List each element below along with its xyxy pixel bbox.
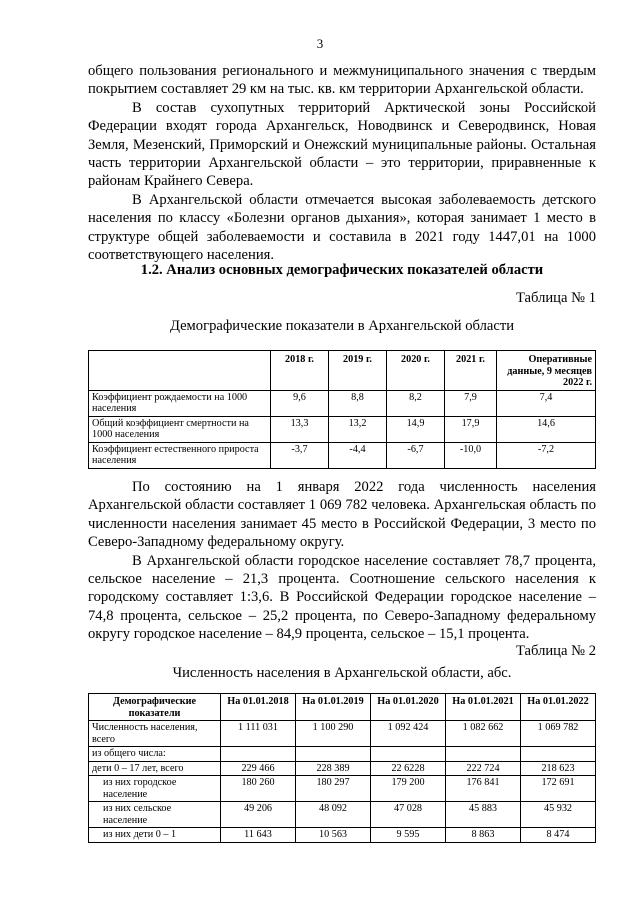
table-row [89,802,596,828]
table-cell: 172 691 [521,776,596,802]
paragraph-population: По состоянию на 1 января 2022 года численность населения Архангельской области составляет 1 069 782 человека. Архангельская область по численности населения занимает 45 место в Российской Федерации, 3 место по Северо-Западному федеральному округу. [88,479,596,551]
intro-text [88,62,596,264]
table-cell: 13,3 [271,416,329,442]
row-label: Коэффициент естественного прироста населения [89,442,271,468]
table-cell: 176 841 [446,776,521,802]
table-row [89,761,596,776]
table-cell: 1 069 782 [521,721,596,747]
table-cell: 11 643 [221,828,296,843]
table-header-cell: 2020 г. [387,351,445,391]
table-cell: 22 6228 [371,761,446,776]
table-row [89,828,596,843]
table-cell: 8 863 [446,828,521,843]
table-cell: 9 595 [371,828,446,843]
row-label: Численность населения, всего [89,721,221,747]
table-cell: 7,9 [445,390,497,416]
table-cell: 218 623 [521,761,596,776]
page-number: 3 [316,36,324,51]
table-cell: 9,6 [271,390,329,416]
table-header-cell: Демографические показатели [89,694,221,721]
table-row [89,416,596,442]
table-row [89,747,596,762]
row-label: дети 0 – 17 лет, всего [89,761,221,776]
table-cell: 179 200 [371,776,446,802]
row-label: из них городское население [89,776,221,802]
table-header-cell: Оперативные данные, 9 месяцев 2022 г. [497,351,596,391]
table-cell: 1 082 662 [446,721,521,747]
row-label: из них дети 0 – 1 [89,828,221,843]
population-text [88,478,596,644]
table-cell: 47 028 [371,802,446,828]
table-cell: 229 466 [221,761,296,776]
table2-caption: Численность населения в Архангельской области, абс. [172,665,512,681]
table-header-cell: На 01.01.2022 [521,694,596,721]
table-header-row [89,351,596,391]
table-cell [446,747,521,762]
table2-label: Таблица № 2 [516,643,596,659]
table-cell: -3,7 [271,442,329,468]
table-cell: 8 474 [521,828,596,843]
table-header-cell [89,351,271,391]
row-label: из общего числа: [89,747,221,762]
table-cell: 1 092 424 [371,721,446,747]
paragraph-urban-rural: В Архангельской области городское население составляет 78,7 процента, сельское население – 21,3 процента. Соотношение сельского населения к городскому составляет 1:3,6. В Российской Федерации городское население – 74,8 процента, сельское – 25,2 процента, по Северо-Западному федеральному округу городское население – 84,9 процента, сельское – 15,1 процента. [88,552,596,643]
table-header-cell: На 01.01.2018 [221,694,296,721]
table-cell: 228 389 [296,761,371,776]
table1-label: Таблица № 1 [516,290,596,306]
table1-caption: Демографические показатели в Архангельской области [169,318,515,334]
table-cell [371,747,446,762]
row-label: Общий коэффициент смертности на 1000 населения [89,416,271,442]
table-header-cell: 2018 г. [271,351,329,391]
table-cell: 7,4 [497,390,596,416]
table-cell: 49 206 [221,802,296,828]
table-cell: 222 724 [446,761,521,776]
demographic-indicators-table [88,350,596,469]
table-row [89,442,596,468]
table-header-row [89,694,596,721]
table-header-cell: На 01.01.2021 [446,694,521,721]
table-cell: 45 932 [521,802,596,828]
table-cell: 8,8 [329,390,387,416]
table-cell: 48 092 [296,802,371,828]
table-cell: 1 111 031 [221,721,296,747]
table-cell: -4,4 [329,442,387,468]
table-cell: 14,6 [497,416,596,442]
row-label: из них сельское население [89,802,221,828]
population-table [88,693,596,843]
table-cell: 1 100 290 [296,721,371,747]
table-cell: 13,2 [329,416,387,442]
table-cell: 45 883 [446,802,521,828]
table-cell: 17,9 [445,416,497,442]
table-cell [221,747,296,762]
paragraph-morbidity: В Архангельской области отмечается высокая заболеваемость детского населения по классу «Болезни органов дыхания», которая занимает 1 место в структуре общей заболеваемости и составила в 2021 году 1447,01 на 1000 соответствующего населения. [88,191,596,264]
table-header-cell: На 01.01.2020 [371,694,446,721]
table-cell [296,747,371,762]
table-cell: -10,0 [445,442,497,468]
table-cell: -7,2 [497,442,596,468]
table-cell: 10 563 [296,828,371,843]
table-row [89,776,596,802]
table-header-cell: На 01.01.2019 [296,694,371,721]
table-row [89,390,596,416]
table-row [89,721,596,747]
table-cell: 180 297 [296,776,371,802]
table-cell: 180 260 [221,776,296,802]
row-label: Коэффициент рождаемости на 1000 населения [89,390,271,416]
section-title: 1.2. Анализ основных демографических показателей области [140,262,544,278]
table-cell: 14,9 [387,416,445,442]
table-cell: 8,2 [387,390,445,416]
table-header-cell: 2021 г. [445,351,497,391]
table-header-cell: 2019 г. [329,351,387,391]
paragraph-arctic-zone: В состав сухопутных территорий Арктической зоны Российской Федерации входят города Архангельск, Новодвинск и Северодвинск, Новая Земля, Мезенский, Приморский и Онежский муниципальные районы. Остальная часть территории Архангельской области – это территории, приравненные к районам Крайнего Севера. [88,99,596,190]
paragraph-roads: общего пользования регионального и межмуниципального значения с твердым покрытием составляет 29 км на тыс. кв. км территории Архангельской области. [88,63,596,98]
table-cell [521,747,596,762]
table-cell: -6,7 [387,442,445,468]
